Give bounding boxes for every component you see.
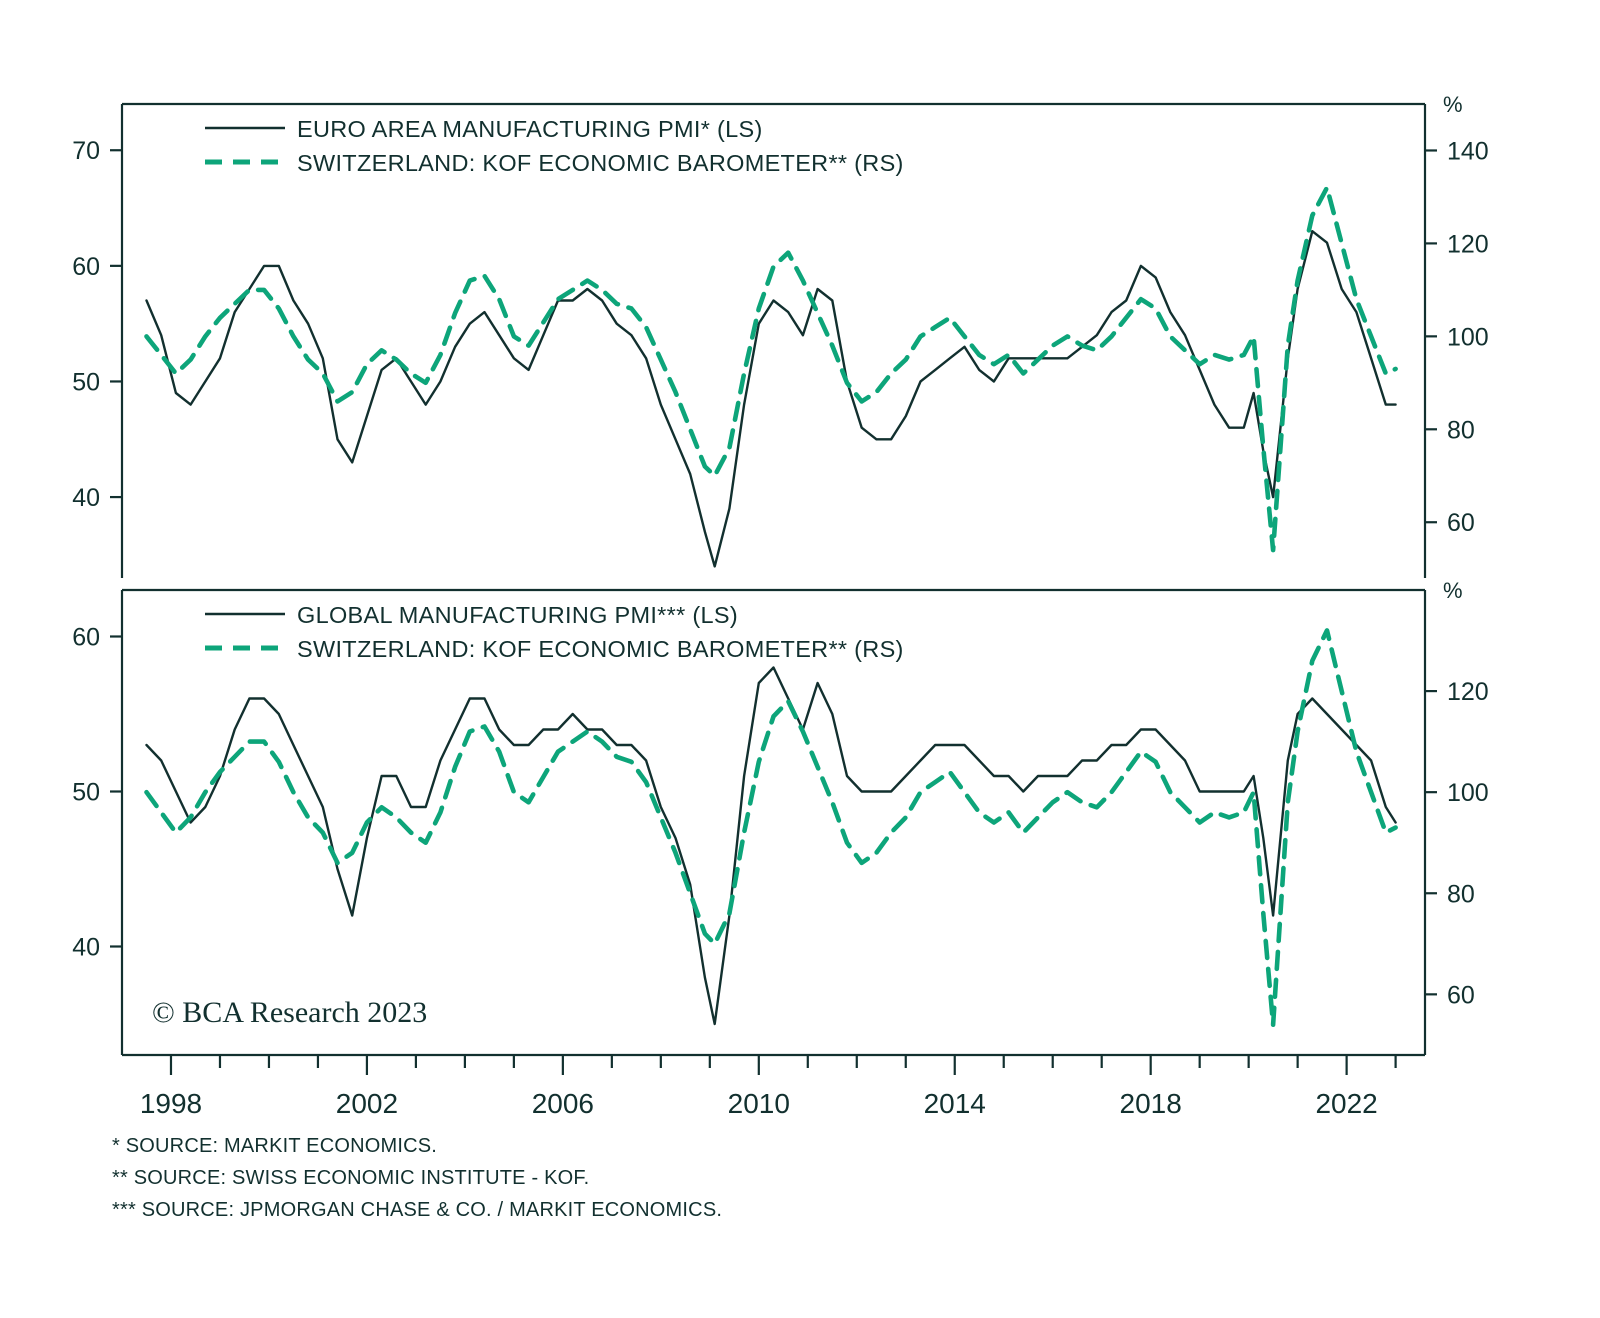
left-tick-label: 50 — [72, 778, 100, 807]
series-line-1 — [147, 231, 1396, 566]
right-tick-label: 100 — [1447, 779, 1489, 808]
x-tick-label: 2014 — [923, 1088, 986, 1119]
footnote-1: * SOURCE: MARKIT ECONOMICS. — [112, 1135, 438, 1157]
right-tick-label: 60 — [1447, 509, 1475, 538]
percent-symbol: % — [1443, 92, 1463, 117]
x-tick-label: 2006 — [531, 1088, 595, 1119]
right-tick-label: 120 — [1447, 678, 1489, 707]
series-line-2 — [147, 630, 1396, 1024]
left-tick-label: 40 — [72, 933, 100, 962]
copyright-label: © BCA Research 2023 — [152, 996, 428, 1029]
chart-panel-bottom — [72, 578, 1489, 1055]
right-tick-label: 80 — [1447, 416, 1475, 445]
legend-label-1: GLOBAL MANUFACTURING PMI*** (LS) — [297, 602, 738, 628]
footnote-2: ** SOURCE: SWISS ECONOMIC INSTITUTE - KOF. — [112, 1167, 590, 1189]
right-tick-label: 80 — [1447, 880, 1475, 909]
chart-panel-top — [72, 92, 1489, 578]
right-tick-label: 100 — [1447, 323, 1489, 352]
right-tick-label: 60 — [1447, 981, 1475, 1010]
right-tick-label: 120 — [1447, 230, 1489, 259]
left-tick-label: 40 — [72, 484, 100, 513]
percent-symbol: % — [1443, 578, 1463, 603]
left-tick-label: 60 — [72, 623, 100, 652]
left-tick-label: 70 — [72, 137, 100, 166]
legend-label-2: SWITZERLAND: KOF ECONOMIC BAROMETER** (RS) — [297, 150, 904, 176]
x-tick-label: 2010 — [727, 1088, 790, 1119]
footnote-3: *** SOURCE: JPMORGAN CHASE & CO. / MARKIT ECONOMICS. — [112, 1199, 723, 1221]
x-tick-label: 2002 — [335, 1088, 399, 1119]
left-tick-label: 50 — [72, 368, 100, 397]
legend-label-1: EURO AREA MANUFACTURING PMI* (LS) — [297, 116, 763, 142]
x-tick-label: 2022 — [1315, 1088, 1378, 1119]
series-line-2 — [147, 188, 1396, 550]
legend-label-2: SWITZERLAND: KOF ECONOMIC BAROMETER** (RS) — [297, 636, 904, 662]
x-tick-label: 2018 — [1119, 1088, 1182, 1119]
x-tick-label: 1998 — [139, 1088, 203, 1119]
left-tick-label: 60 — [72, 252, 100, 281]
right-tick-label: 140 — [1447, 137, 1489, 166]
x-axis — [140, 1055, 1396, 1119]
